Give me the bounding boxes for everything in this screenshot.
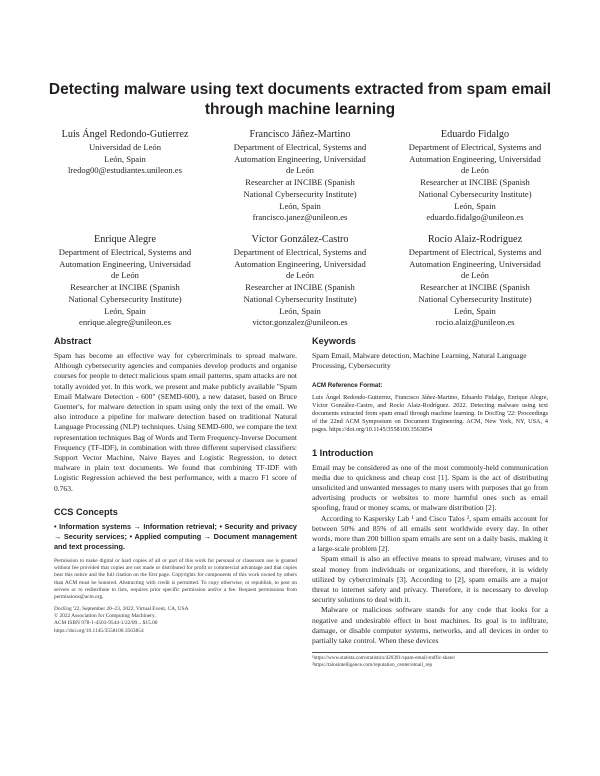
author-affiliation: Department of Electrical, Systems and [408, 142, 542, 152]
author-affiliation: Researcher at INCIBE (Spanish [70, 282, 180, 293]
intro-paragraph: According to Kaspersky Lab ¹ and Cisco Talos ², spam emails account for between 50% and 85% of all emails sent worldwide every day. In other words, more than 200 billion spam emails are sent on a daily basis, making it a large-scale problem [2]. [312, 513, 548, 554]
author-email[interactable]: eduardo.fidalgo@unileon.es [426, 212, 524, 223]
reference-format-text: Luis Ángel Redondo-Gutierrez, Francisco Jáñez-Martino, Eduardo Fidalgo, Enrique Alegre, Víctor González-Castro, and Rocío Alaiz-Rodríguez. 2022. Detecting malware using text documents extracted from spam email through machine learning. In DocEng '22: Proceedings of the 22nd ACM Symposium on Document Engineering. ACM, New York, NY, USA, 4 pages. https://doi.org/10.1145/3558100.3563854 [312, 393, 548, 434]
author-email[interactable]: enrique.alegre@unileon.es [79, 317, 171, 328]
ccs-heading: CCS Concepts [54, 506, 118, 517]
footnotes [312, 652, 548, 669]
author-affiliation: National Cybersecurity Institute) [418, 293, 532, 304]
copyright-line: © 2022 Association for Computing Machinery. [54, 612, 156, 619]
author-name: Eduardo Fidalgo [440, 129, 510, 140]
author-affiliation: Department of Electrical, Systems and [58, 247, 192, 257]
footnote-1[interactable]: ¹https://www.statista.com/statistics/420391/spam-email-traffic-share/ [312, 655, 456, 662]
reference-format-heading: ACM Reference Format: [312, 382, 383, 390]
author-email[interactable]: victor.gonzalez@unileon.es [252, 317, 348, 328]
left-column [54, 335, 297, 635]
author-name: Rocío Alaiz-Rodríguez [427, 234, 523, 245]
author-name: Francisco Jáñez-Martino [249, 129, 351, 140]
doi-link[interactable]: https://doi.org/10.1145/3558100.3563854 [54, 627, 144, 634]
paper-title: Detecting malware using text documents extracted from spam email through machine learning [48, 81, 552, 118]
author-block [390, 128, 560, 224]
author-affiliation: Universidad de León [88, 142, 162, 152]
author-block [40, 233, 210, 329]
keywords-heading: Keywords [312, 336, 356, 346]
keywords-section [312, 335, 548, 371]
author-email[interactable]: francisco.janez@unileon.es [252, 212, 348, 223]
author-affiliation: de León [111, 270, 139, 281]
author-affiliation: Automation Engineering, Universidad [409, 258, 541, 269]
author-affiliation: National Cybersecurity Institute) [68, 293, 182, 304]
intro-paragraph: Email may be considered as one of the most commonly-held communication media due to quickness and cheap cost [1]. Spam is the act of distributing unsolicited and unwanted messages to many users with purposes that go from advertising products or websites to more harmful ones such as email spoofing, fraud or money scams, or malware distribution [2]. [312, 462, 548, 513]
author-affiliation: Researcher at INCIBE (Spanish [245, 282, 355, 293]
keywords-text: Spam Email, Malware detection, Machine Learning, Natural Language Processing, Cybersecurity [312, 351, 527, 371]
author-affiliation: Researcher at INCIBE (Spanish [420, 282, 530, 293]
author-affiliation: National Cybersecurity Institute) [243, 293, 357, 304]
author-location: León, Spain [454, 305, 496, 316]
author-affiliation: Automation Engineering, Universidad [234, 258, 366, 269]
author-row-1 [40, 128, 560, 224]
abstract-heading: Abstract [54, 336, 92, 346]
author-block [215, 233, 385, 329]
permission-notice [54, 558, 297, 635]
author-affiliation: Automation Engineering, Universidad [409, 153, 541, 164]
introduction-heading: 1 Introduction [312, 447, 374, 458]
author-block [390, 233, 560, 329]
author-row-2 [40, 233, 560, 329]
author-affiliation: Department of Electrical, Systems and [233, 247, 367, 257]
author-email[interactable]: rocio.alaiz@unileon.es [435, 317, 515, 328]
right-column [312, 335, 548, 669]
author-location: León, Spain [279, 305, 321, 316]
author-affiliation: Researcher at INCIBE (Spanish [245, 177, 355, 188]
conference-line: DocEng '22, September 20–23, 2022, Virtual Event, CA, USA [54, 605, 189, 612]
ccs-section [54, 506, 297, 552]
author-affiliation: de León [286, 270, 314, 281]
author-name: Luis Ángel Redondo-Gutierrez [61, 129, 189, 140]
author-block [215, 128, 385, 224]
intro-paragraph: Spam email is also an effective means to spread malware, viruses and to steal money from individuals or organizations, and therefore, it is widely utilized by cybercriminals [3]. According to [2], spam emails are a major threat to internet safety and privacy. Therefore, it is necessary to develop security solutions to deal with it. [312, 554, 548, 605]
ccs-text: • Information systems → Information retrieval; • Security and privacy → Security services; • Applied computing → Document management and text processing. [54, 521, 297, 551]
author-location: León, Spain [279, 200, 321, 211]
isbn-line: ACM ISBN 978-1-4503-9544-1/22/09... $15.00 [54, 620, 158, 627]
abstract-text: Spam has become an effective way for cybercriminals to spread malware. Although cybersecurity agencies and companies develop products and organise courses for people to detect malicious spam email patterns, spam attacks are not totally avoided yet. In this work, we present and make publicly available "Spam Email Malware Detection - 600" (SEMD-600), a new dataset, based on Bruce Guenter's, for malware detection in spam using only the text of the email. We also introduce a pipeline for malware detection based on traditional Natural Language Processing (NLP) techniques. Using SEMD-600, we compare the text representation techniques Bag of Words and Term Frequency-Inverse Document Frequency (TF-IDF), in combination with three different supervised classifiers: Support Vector Machine, Naive Bayes and Logistic Regression, to detect malware in plain text documents. We found that combining TF-IDF with Logistic Regression achieved the best performance, with a macro F1 score of 0.763. [54, 351, 297, 493]
intro-paragraph: Malware or malicious software stands for any code that looks for a negative and undesirable effect in host machines. Its goal is to infiltrate, damage, or disable computer systems, networks, and all devices in order to partially take control. When these devices [312, 605, 548, 646]
author-location: León, Spain [454, 200, 496, 211]
author-affiliation: Department of Electrical, Systems and [233, 142, 367, 152]
author-location: León, Spain [104, 305, 146, 316]
author-email[interactable]: lredog00@estudiantes.unileon.es [68, 165, 182, 176]
abstract-section [54, 335, 297, 494]
author-affiliation: Automation Engineering, Universidad [234, 153, 366, 164]
author-affiliation: Automation Engineering, Universidad [59, 258, 191, 269]
author-name: Enrique Alegre [94, 234, 156, 245]
footnote-2[interactable]: ²https://talosintelligence.com/reputation_center/email_rep [312, 662, 433, 669]
reference-format-section [312, 381, 548, 434]
author-affiliation: de León [461, 165, 489, 176]
author-name: Víctor González-Castro [251, 234, 349, 245]
author-block [40, 128, 210, 224]
author-affiliation: Researcher at INCIBE (Spanish [420, 177, 530, 188]
author-affiliation: de León [286, 165, 314, 176]
author-affiliation: Department of Electrical, Systems and [408, 247, 542, 257]
author-location: León, Spain [104, 153, 146, 164]
author-affiliation: National Cybersecurity Institute) [243, 188, 357, 199]
author-affiliation: National Cybersecurity Institute) [418, 188, 532, 199]
permission-text: Permission to make digital or hard copies of all or part of this work for personal or classroom use is granted without fee provided that copies are not made or distributed for profit or commercial advantage and that copies bear this notice and the full citation on the first page. Copyrights for components of this work owned by others than ACM must be honored. Abstracting with credit is permitted. To copy otherwise, or republish, to post on servers or to redistribute to lists, requires prior specific permission and/or a fee. Request permissions from permissions@acm.org. [54, 557, 297, 601]
introduction-section [312, 447, 548, 647]
author-affiliation: de León [461, 270, 489, 281]
